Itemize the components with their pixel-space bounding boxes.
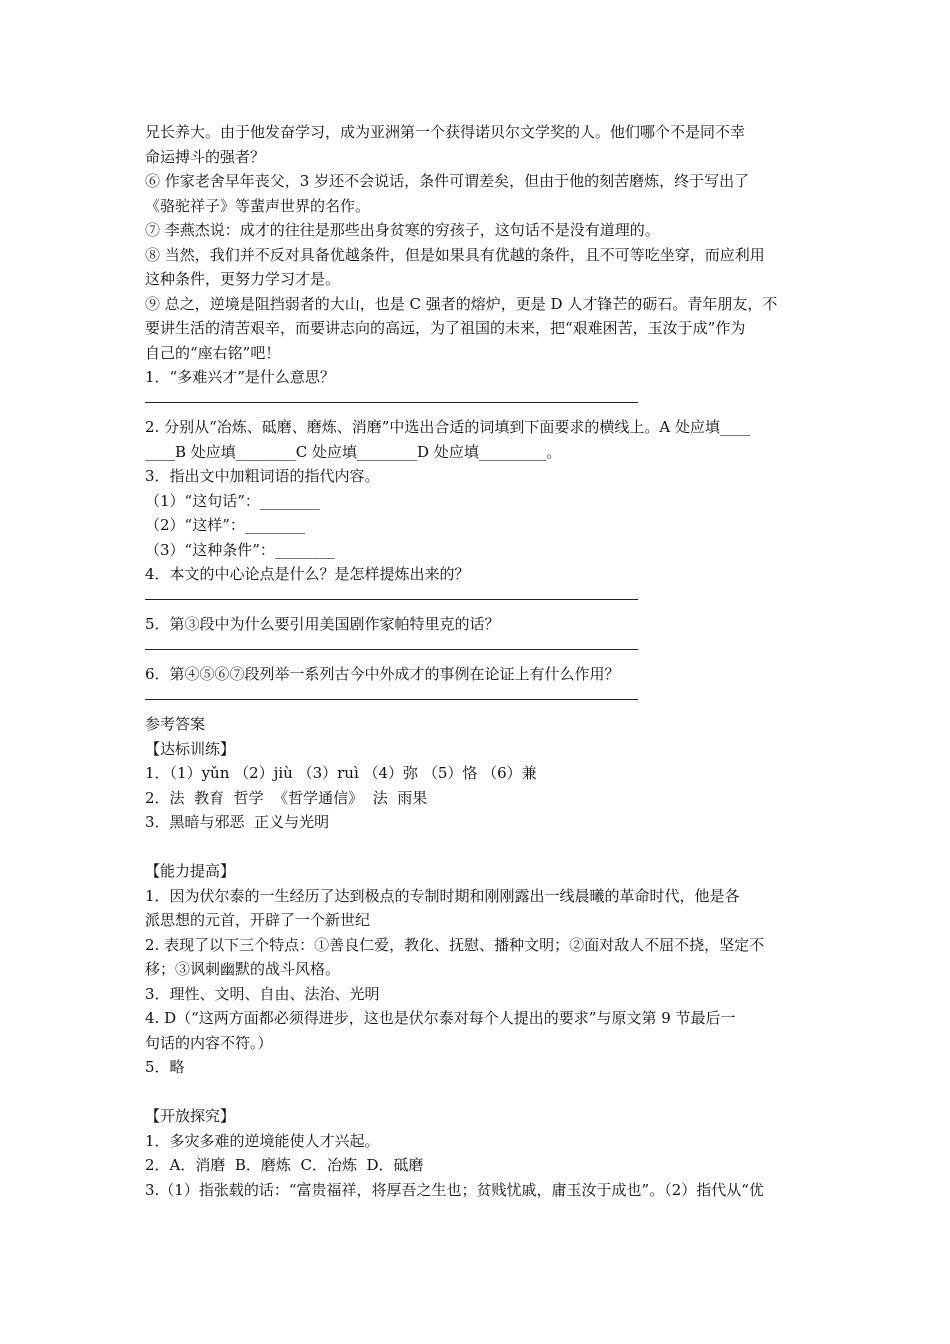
answer-line xyxy=(145,390,638,403)
question-1: 1．“多难兴才”是什么意思？ xyxy=(145,368,335,386)
question-6: 6．第④⑤⑥⑦段列举一系列古今中外成才的事例在论证上有什么作用？ xyxy=(145,665,620,683)
question-2: 2. 分别从“冶炼、砥磨、磨炼、消磨”中选出合适的词填到下面要求的横线上。A 处应填____ xyxy=(145,418,751,436)
spacer xyxy=(145,1080,810,1105)
answer-item: 1．（1）yǔn （2）jiù （3）ruì （4）弥 （5）恪 （6）兼 xyxy=(145,764,537,782)
section-title: 【开放探究】 xyxy=(145,1107,236,1125)
answer-line xyxy=(145,637,638,650)
question-3-part-2: （2）“这样”：________ xyxy=(145,516,305,534)
passage-line: 命运搏斗的强者？ xyxy=(145,147,266,166)
passage-line: ⑦ 李燕杰说：成才的往往是那些出身贫寒的穷孩子，这句话不是没有道理的。 xyxy=(145,221,660,239)
answers-heading: 参考答案 xyxy=(145,715,206,733)
answer-item: 2．A．消磨 B．磨炼 C．冶炼 D．砥磨 xyxy=(145,1156,424,1174)
answer-item: 2．法 教育 哲学 《哲学通信》 法 雨果 xyxy=(145,788,428,807)
question-2-continued: ____B 处应填________C 处应填________D 处应填_________。 xyxy=(145,442,562,461)
answer-item: 4. D（“这两方面都必须得进步，这也是伏尔泰对每个人提出的要求”与原文第 9 节最后一 xyxy=(145,1009,736,1027)
question-3: 3．指出文中加粗词语的指代内容。 xyxy=(145,467,380,485)
answer-item: 3．黑暗与邪恶 正义与光明 xyxy=(145,813,330,831)
answer-item: 3．理性、文明、自由、法治、光明 xyxy=(145,984,380,1003)
answer-item: 派思想的元首，开辟了一个新世纪 xyxy=(145,911,371,929)
question-5: 5．第③段中为什么要引用美国剧作家帕特里克的话？ xyxy=(145,615,500,633)
passage-line: 兄长养大。由于他发奋学习，成为亚洲第一个获得诺贝尔文学奖的人。他们哪个不是同不幸 xyxy=(145,123,746,141)
question-3-part-1: （1）“这句话”：________ xyxy=(145,491,320,510)
answer-line xyxy=(145,587,638,600)
passage-line: ⑨ 总之，逆境是阻挡弱者的大山，也是 C 强者的熔炉，更是 D 人才锋芒的砺石。青年朋友，不 xyxy=(145,294,778,313)
spacer xyxy=(145,835,810,860)
answer-line xyxy=(145,687,638,700)
answer-item: 5．略 xyxy=(145,1058,185,1076)
passage-line: 《骆驼祥子》等蜚声世界的名作。 xyxy=(145,196,371,215)
question-4: 4．本文的中心论点是什么？是怎样提炼出来的？ xyxy=(145,565,470,583)
answer-item: 1．多灾多难的逆境能使人才兴起。 xyxy=(145,1131,380,1150)
section-title: 【达标训练】 xyxy=(145,739,236,758)
answer-item: 2. 表现了以下三个特点：①善良仁爱，教化、抚慰、播种文明；②面对敌人不屈不挠，坚定不 xyxy=(145,935,765,954)
passage-line: 要讲生活的清苦艰辛，而要讲志向的高远，为了祖国的未来，把“艰难困苦，玉汝于成”作为 xyxy=(145,319,746,337)
passage-line: 自己的“座右铭”吧！ xyxy=(145,343,281,362)
answer-item: 句话的内容不符。） xyxy=(145,1033,273,1052)
question-3-part-3: （3）“这种条件”：________ xyxy=(145,540,335,559)
answer-item: 移；③讽刺幽默的战斗风格。 xyxy=(145,960,341,978)
passage-line: 这种条件，更努力学习才是。 xyxy=(145,270,341,288)
section-title: 【能力提高】 xyxy=(145,862,236,880)
document-page xyxy=(145,120,810,1202)
answer-item: 1．因为伏尔泰的一生经历了达到极点的专制时期和刚刚露出一线晨曦的革命时代，他是各 xyxy=(145,886,740,905)
answer-item: 3.（1）指张载的话：“富贵福祥，将厚吾之生也；贫贱忧戚，庸玉汝于成也”。（2）指代从“优 xyxy=(145,1180,764,1199)
passage-line: ⑧ 当然，我们并不反对具备优越条件，但是如果具有优越的条件，且不可等吃坐穿，而应利用 xyxy=(145,245,765,264)
passage-line: ⑥ 作家老舍早年丧父，3 岁还不会说话，条件可谓差矣，但由于他的刻苦磨炼，终于写出了 xyxy=(145,172,750,190)
